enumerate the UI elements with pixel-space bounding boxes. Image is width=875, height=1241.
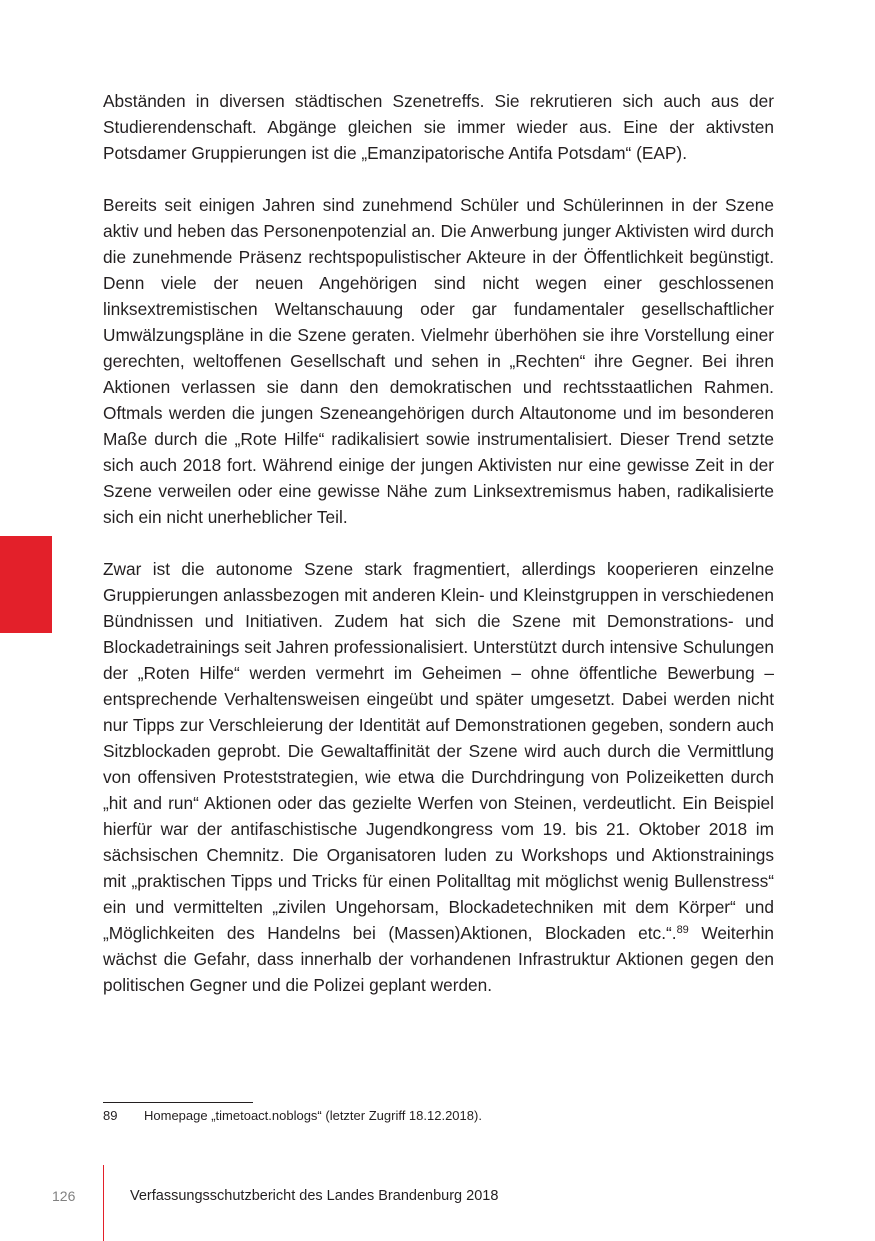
main-text	[103, 88, 774, 1024]
paragraph-3-text-end: Weiterhin wächst die Gefahr, dass innerhalb der vorhandenen Infrastruktur Aktionen gegen den politischen Gegner und die Polizei geplant werden.	[103, 923, 774, 995]
footnote-text: Homepage „timetoact.noblogs“ (letzter Zugriff 18.12.2018).	[144, 1108, 482, 1123]
paragraph-1: Abständen in diversen städtischen Szenetreffs. Sie rekrutieren sich auch aus der Studierendenschaft. Abgänge gleichen sie immer wieder aus. Eine der aktivsten Potsdamer Gruppierungen ist die „Emanzipatorische Antifa Potsdam“ (EAP).	[103, 91, 774, 163]
footer-divider	[103, 1165, 104, 1241]
footnote-reference[interactable]: 89	[676, 924, 689, 936]
page-number: 126	[52, 1188, 76, 1204]
paragraph-2: Bereits seit einigen Jahren sind zunehmend Schüler und Schülerinnen in der Szene aktiv und heben das Personenpotenzial an. Die Anwerbung junger Aktivisten wird durch die zunehmende Präsenz rechtspopulistischer Akteure in der Öffentlichkeit begünstigt. Denn viele der neuen Angehörigen sind nicht wegen einer geschlossenen linksextremistischen Weltanschauung oder gar fundamentaler gesellschaftlicher Umwälzungspläne in die Szene geraten. Vielmehr überhöhen sie ihre Vorstellung einer gerechten, weltoffenen Gesellschaft und sehen in „Rechten“ ihre Gegner. Bei ihren Aktionen verlassen sie dann den demokratischen und rechtsstaatlichen Rahmen. Oftmals werden die jungen Szeneangehörigen durch Altautonome und im besonderen Maße durch die „Rote Hilfe“ radikalisiert sowie instrumentalisiert. Dieser Trend setzte sich auch 2018 fort. Während einige der jungen Aktivisten nur eine gewisse Zeit in der Szene verweilen oder eine gewisse Nähe zum Linksextremismus haben, radikalisierte sich ein nicht unerheblicher Teil.	[103, 195, 774, 527]
footer-title: Verfassungsschutzbericht des Landes Brandenburg 2018	[130, 1188, 499, 1204]
chapter-marker	[0, 536, 52, 633]
paragraph-3	[103, 556, 774, 998]
footnote	[103, 1107, 482, 1125]
footnote-number: 89	[103, 1108, 118, 1123]
paragraph-3-text: Zwar ist die autonome Szene stark fragmentiert, allerdings kooperieren einzelne Gruppierungen anlassbezogen mit anderen Klein- und Kleinstgruppen in verschiedenen Bündnissen und Initiativen. Zudem hat sich die Szene mit Demonstrations- und Blockadetrainings seit Jahren professionalisiert. Unterstützt durch intensive Schulungen der „Roten Hilfe“ werden vermehrt im Geheimen – ohne öffentliche Bewerbung – entsprechende Verhaltensweisen eingeübt und später umgesetzt. Dabei werden nicht nur Tipps zur Verschleierung der Identität auf Demonstrationen gegeben, sondern auch Sitzblockaden geprobt. Die Gewaltaffinität der Szene wird auch durch die Vermittlung von offensiven Proteststrategien, wie etwa die Durchdringung von Polizeiketten durch „hit and run“ Aktionen oder das gezielte Werfen von Steinen, verdeutlicht. Ein Beispiel hierfür war der antifaschistische Jugendkongress vom 19. bis 21. Oktober 2018 im sächsischen Chemnitz. Die Organisatoren luden zu Workshops und Aktionstrainings mit „praktischen Tipps und Tricks für einen Politalltag mit möglichst wenig Bullenstress“ ein und vermittelten „zivilen Ungehorsam, Blockadetechniken mit dem Körper“ und „Möglichkeiten des Handelns bei (Massen)Aktionen, Blockaden etc.“.	[103, 559, 774, 943]
footnote-divider	[103, 1102, 253, 1103]
